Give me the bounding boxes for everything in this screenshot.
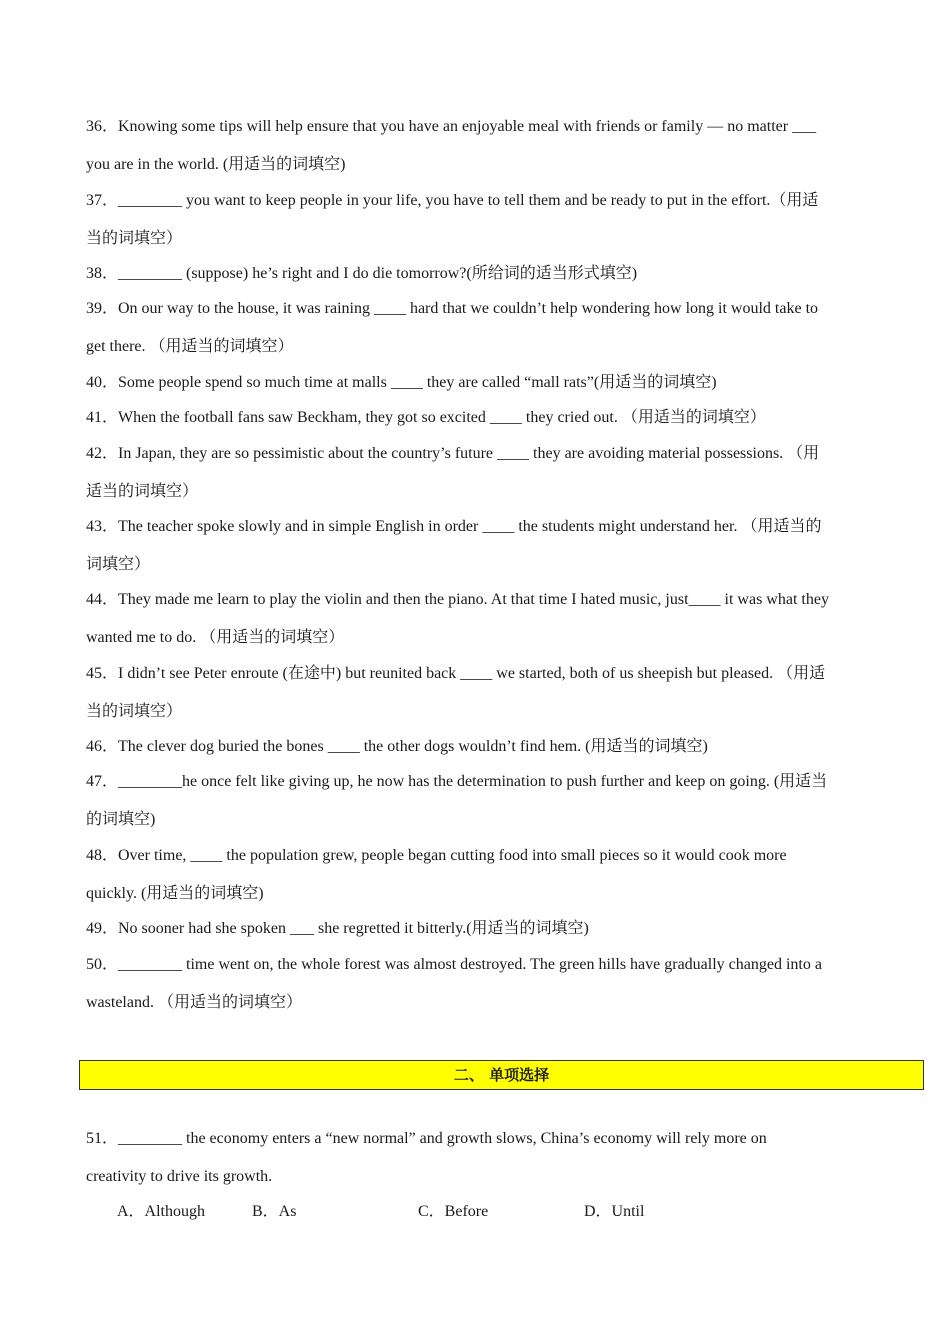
section-title: 二、 单项选择: [453, 1066, 550, 1084]
question-50-line-1: 50．________ time went on, the whole forest was almost destroyed. The green hills have gradually changed into a: [86, 956, 822, 973]
question-48-line-1: 48．Over time, ____ the population grew, people began cutting food into small pieces so it would cook more: [86, 847, 787, 864]
question-42-line-1: 42．In Japan, they are so pessimistic about the country’s future ____ they are avoiding material possessions. （用: [86, 445, 820, 462]
question-46: 46．The clever dog buried the bones ____ the other dogs wouldn’t find hem. (用适当的词填空): [86, 738, 708, 755]
question-45-line-2: 当的词填空）: [86, 703, 183, 720]
question-40: 40．Some people spend so much time at malls ____ they are called “mall rats”(用适当的词填空): [86, 374, 717, 391]
section-header: [79, 1060, 924, 1090]
question-36-line-1: 36．Knowing some tips will help ensure that you have an enjoyable meal with friends or family — no matter ___: [86, 118, 817, 135]
option-b: B．As: [252, 1203, 297, 1220]
option-c: C．Before: [418, 1203, 489, 1220]
question-51-line-2: creativity to drive its growth.: [86, 1168, 273, 1185]
question-50-line-2: wasteland. （用适当的词填空）: [86, 994, 302, 1011]
question-47-line-1: 47．________he once felt like giving up, he now has the determination to push further and keep on going. (用适当: [86, 773, 828, 790]
option-d: D．Until: [584, 1203, 645, 1220]
question-36-line-2: you are in the world. (用适当的词填空): [86, 156, 346, 173]
question-41: 41．When the football fans saw Beckham, they got so excited ____ they cried out. （用适当的词填空）: [86, 409, 766, 426]
option-a: A．Although: [117, 1203, 206, 1220]
question-51-line-1: 51．________ the economy enters a “new normal” and growth slows, China’s economy will rely more on: [86, 1130, 767, 1147]
question-37-line-2: 当的词填空）: [86, 230, 183, 247]
question-44-line-1: 44．They made me learn to play the violin and then the piano. At that time I hated music, just____ it was what they: [86, 591, 829, 608]
question-42-line-2: 适当的词填空）: [86, 483, 199, 500]
question-47-line-2: 的词填空): [86, 811, 156, 828]
question-39-line-1: 39．On our way to the house, it was raining ____ hard that we couldn’t help wondering how long it would take to: [86, 300, 819, 317]
question-48-line-2: quickly. (用适当的词填空): [86, 885, 264, 902]
question-44-line-2: wanted me to do. （用适当的词填空）: [86, 629, 345, 646]
question-39-line-2: get there. （用适当的词填空）: [86, 338, 294, 355]
question-49: 49．No sooner had she spoken ___ she regretted it bitterly.(用适当的词填空): [86, 920, 589, 937]
question-38: 38．________ (suppose) he’s right and I do die tomorrow?(所给词的适当形式填空): [86, 265, 638, 282]
question-43-line-1: 43．The teacher spoke slowly and in simple English in order ____ the students might understand her. （用适当的: [86, 518, 822, 535]
question-37-line-1: 37．________ you want to keep people in your life, you have to tell them and be ready to put in the effort.（用适: [86, 192, 819, 209]
question-45-line-1: 45．I didn’t see Peter enroute (在途中) but reunited back ____ we started, both of us sheepish but pleased. （用适: [86, 665, 826, 682]
question-43-line-2: 词填空）: [86, 556, 151, 573]
